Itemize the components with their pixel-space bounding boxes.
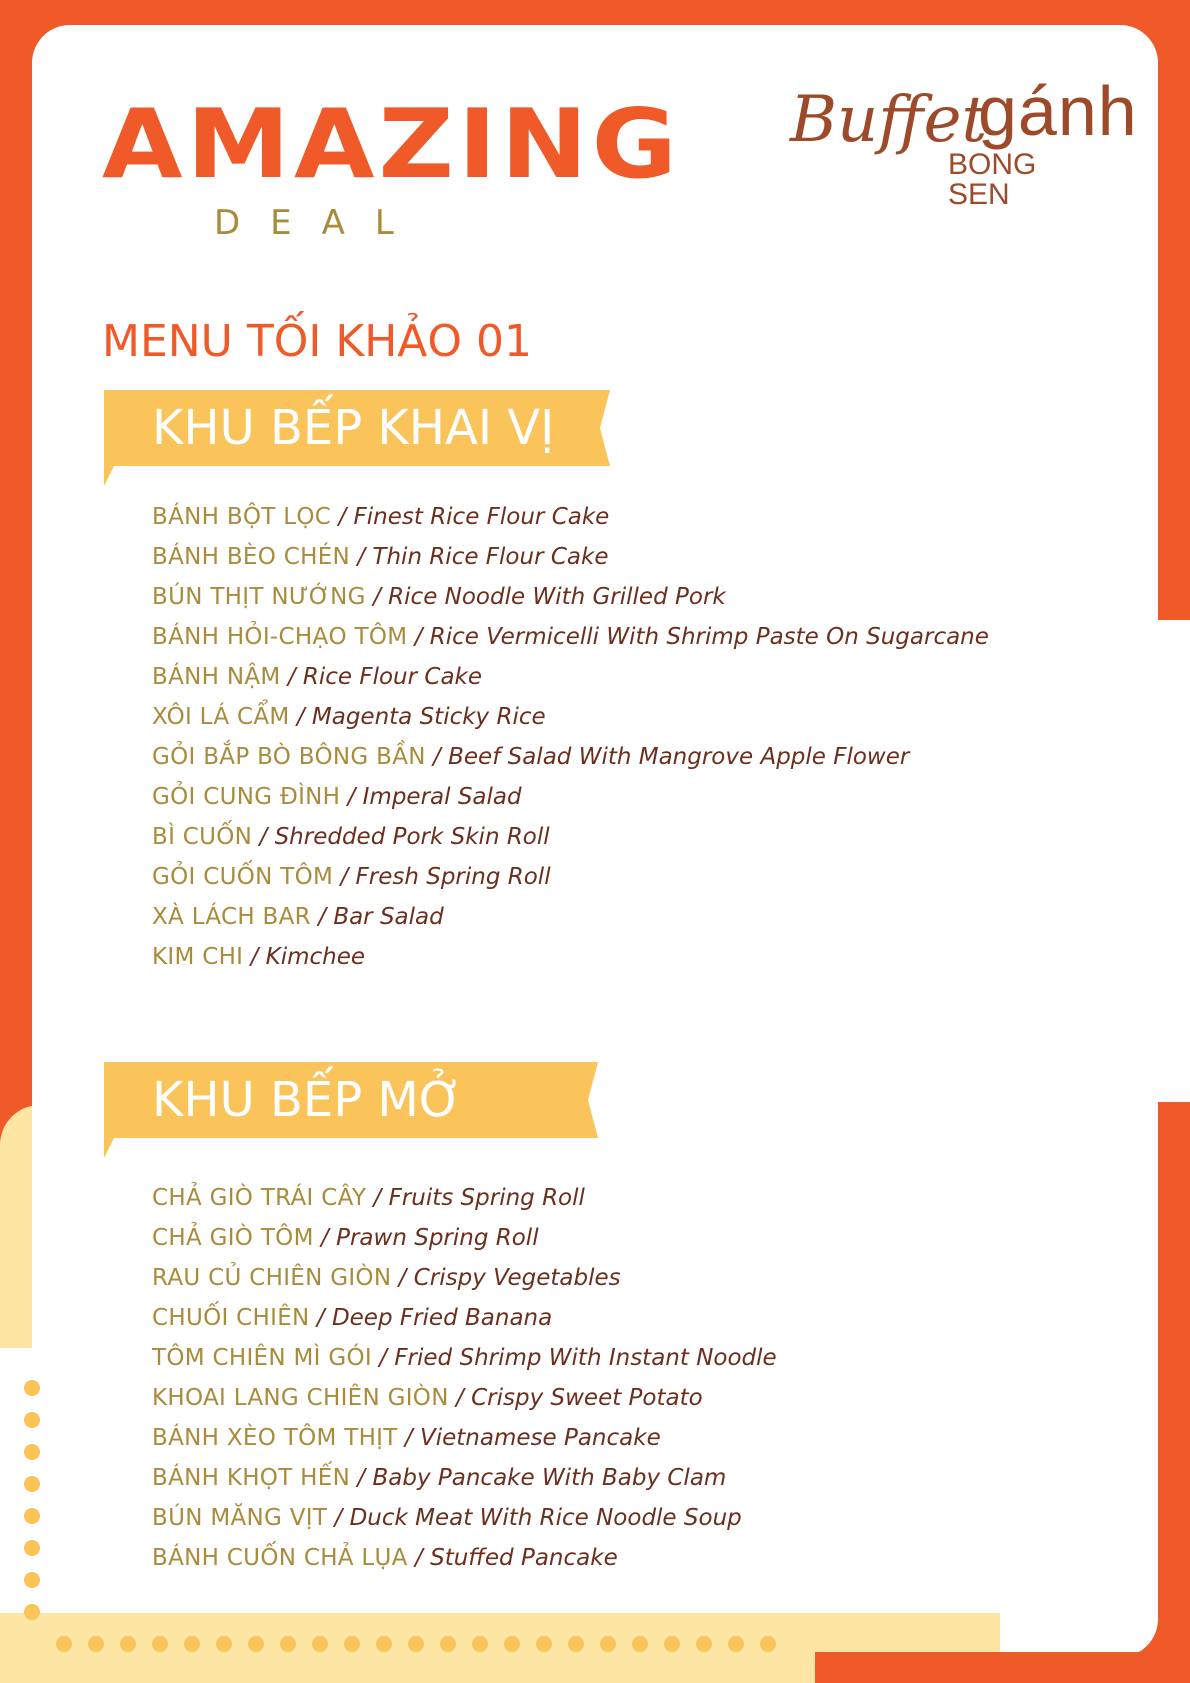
menu-item (152, 936, 989, 976)
section-banner-appetizer (104, 390, 614, 470)
decorative-dot (24, 1412, 40, 1428)
separator: / (365, 584, 389, 610)
decorative-dot (312, 1636, 328, 1652)
dish-name-en: Vietnamese Pancake (420, 1425, 661, 1451)
decorative-dot (696, 1636, 712, 1652)
separator: / (391, 1265, 414, 1291)
separator: / (350, 544, 373, 570)
decorative-dot (24, 1604, 40, 1620)
decorative-dot (24, 1572, 40, 1588)
menu-item (152, 1257, 777, 1297)
separator: / (243, 944, 266, 970)
orange-bottom-bar (815, 1652, 1190, 1683)
dish-name-vi: BÁNH HỎI-CHẠO TÔM (152, 624, 408, 650)
menu-title: MENU TỐI KHẢO 01 (102, 316, 532, 367)
separator: / (333, 864, 356, 890)
dish-name-vi: XÔI LÁ CẨM (152, 704, 290, 730)
separator: / (289, 704, 312, 730)
dish-name-en: Stuffed Pancake (430, 1545, 618, 1571)
menu-item (152, 616, 989, 656)
decorative-dot (600, 1636, 616, 1652)
menu-item (152, 696, 989, 736)
menu-item (152, 736, 989, 776)
decorative-dot (24, 1380, 40, 1396)
dish-name-vi: GỎI BẮP BÒ BÔNG BẦN (152, 744, 426, 770)
dish-name-en: Baby Pancake With Baby Clam (372, 1465, 727, 1491)
menu-item (152, 776, 989, 816)
separator: / (327, 1505, 350, 1531)
menu-item (152, 1377, 777, 1417)
decorative-dot (664, 1636, 680, 1652)
menu-item (152, 1497, 777, 1537)
separator: / (331, 504, 354, 530)
separator: / (425, 744, 449, 770)
menu-item (152, 1337, 777, 1377)
menu-item (152, 856, 989, 896)
menu-item (152, 496, 989, 536)
separator: / (397, 1425, 420, 1451)
decorative-dot (216, 1636, 232, 1652)
dish-name-vi: BÚN MĂNG VỊT (152, 1505, 328, 1531)
menu-item (152, 1297, 777, 1337)
decorative-dot (568, 1636, 584, 1652)
decorative-dot (728, 1636, 744, 1652)
separator: / (280, 664, 303, 690)
dish-name-en: Kimchee (265, 944, 366, 970)
dish-name-en: Rice Noodle With Grilled Pork (388, 584, 726, 610)
separator: / (313, 1225, 337, 1251)
decorative-dot (24, 1476, 40, 1492)
separator: / (371, 1345, 395, 1371)
dish-name-vi: TÔM CHIÊN MÌ GÓI (152, 1345, 372, 1371)
dish-name-en: Magenta Sticky Rice (311, 704, 546, 730)
dish-name-vi: RAU CỦ CHIÊN GIÒN (152, 1265, 392, 1291)
separator: / (340, 784, 363, 810)
separator: / (448, 1385, 472, 1411)
section-title: KHU BẾP MỞ (152, 1072, 463, 1128)
amazing-logo: AMAZING (102, 87, 681, 200)
separator: / (407, 624, 430, 650)
decorative-dot (88, 1636, 104, 1652)
separator: / (407, 1545, 431, 1571)
decorative-dot (408, 1636, 424, 1652)
right-edge-panel (1158, 620, 1190, 1102)
separator: / (350, 1465, 373, 1491)
brand-sub: BONG SEN (948, 148, 1037, 211)
brand-script: Buffet (790, 83, 988, 157)
deal-logo: DEAL (214, 203, 424, 243)
separator: / (366, 1185, 389, 1211)
decorative-dot (24, 1508, 40, 1524)
dish-name-vi: XÀ LÁCH BAR (152, 904, 311, 930)
dish-name-en: Fruits Spring Roll (388, 1185, 585, 1211)
decorative-dot (536, 1636, 552, 1652)
menu-item (152, 1537, 777, 1577)
decorative-dot (120, 1636, 136, 1652)
dish-name-en: Bar Salad (333, 904, 444, 930)
menu-item (152, 656, 989, 696)
dish-name-vi: CHUỐI CHIÊN (152, 1305, 310, 1331)
dish-name-vi: BÁNH BỘT LỌC (152, 504, 332, 530)
decorative-dot (152, 1636, 168, 1652)
dish-name-en: Prawn Spring Roll (336, 1225, 539, 1251)
section-banner-open-kitchen (104, 1062, 602, 1142)
dish-name-en: Thin Rice Flour Cake (372, 544, 609, 570)
dish-name-en: Imperal Salad (362, 784, 522, 810)
dish-name-vi: BÚN THỊT NƯỚNG (152, 584, 366, 610)
dish-name-en: Rice Flour Cake (302, 664, 483, 690)
decorative-dot (24, 1444, 40, 1460)
dish-name-vi: BÁNH CUỐN CHẢ LỤA (152, 1545, 408, 1571)
dish-name-vi: BÁNH BÈO CHÉN (152, 544, 351, 570)
dish-name-vi: CHẢ GIÒ TÔM (152, 1225, 314, 1251)
decorative-dot (760, 1636, 776, 1652)
dish-name-vi: BÁNH XÈO TÔM THỊT (152, 1425, 398, 1451)
decorative-dot (184, 1636, 200, 1652)
dish-name-vi: BÁNH NẬM (152, 664, 281, 690)
decorative-dot (248, 1636, 264, 1652)
menu-list-appetizer (152, 496, 989, 976)
dish-name-en: Fried Shrimp With Instant Noodle (394, 1345, 777, 1371)
dish-name-en: Deep Fried Banana (331, 1305, 553, 1331)
decorative-dot (344, 1636, 360, 1652)
decorative-dot (376, 1636, 392, 1652)
menu-item (152, 1217, 777, 1257)
dish-name-en: Duck Meat With Rice Noodle Soup (349, 1505, 742, 1531)
dish-name-en: Fresh Spring Roll (355, 864, 551, 890)
dish-name-vi: BÌ CUỐN (152, 824, 253, 850)
decorative-dot (504, 1636, 520, 1652)
decorative-dot (280, 1636, 296, 1652)
menu-item (152, 536, 989, 576)
dish-name-vi: GỎI CUỐN TÔM (152, 864, 334, 890)
menu-item (152, 576, 989, 616)
separator: / (310, 904, 334, 930)
decorative-dot (632, 1636, 648, 1652)
menu-item (152, 1457, 777, 1497)
dish-name-vi: GỎI CUNG ĐÌNH (152, 784, 341, 810)
dish-name-en: Crispy Sweet Potato (471, 1385, 703, 1411)
dish-name-vi: CHẢ GIÒ TRÁI CÂY (152, 1185, 367, 1211)
menu-item (152, 816, 989, 856)
decorative-dot (440, 1636, 456, 1652)
dish-name-vi: KIM CHI (152, 944, 244, 970)
dish-name-en: Shredded Pork Skin Roll (274, 824, 550, 850)
section-title: KHU BẾP KHAI VỊ (152, 400, 555, 456)
separator: / (309, 1305, 332, 1331)
dish-name-en: Crispy Vegetables (413, 1265, 621, 1291)
buffet-ganh-logo (780, 72, 1138, 211)
dish-name-vi: BÁNH KHỌT HẾN (152, 1465, 351, 1491)
dish-name-vi: KHOAI LANG CHIÊN GIÒN (152, 1385, 449, 1411)
dish-name-en: Rice Vermicelli With Shrimp Paste On Sugarcane (429, 624, 989, 650)
separator: / (252, 824, 275, 850)
brand-name: gánh (978, 72, 1138, 150)
dish-name-en: Beef Salad With Mangrove Apple Flower (448, 744, 910, 770)
decorative-dot (24, 1540, 40, 1556)
menu-item (152, 896, 989, 936)
decorative-dot (56, 1636, 72, 1652)
menu-item (152, 1177, 777, 1217)
decorative-dot (472, 1636, 488, 1652)
menu-list-open-kitchen (152, 1177, 777, 1577)
menu-item (152, 1417, 777, 1457)
dish-name-en: Finest Rice Flour Cake (353, 504, 610, 530)
